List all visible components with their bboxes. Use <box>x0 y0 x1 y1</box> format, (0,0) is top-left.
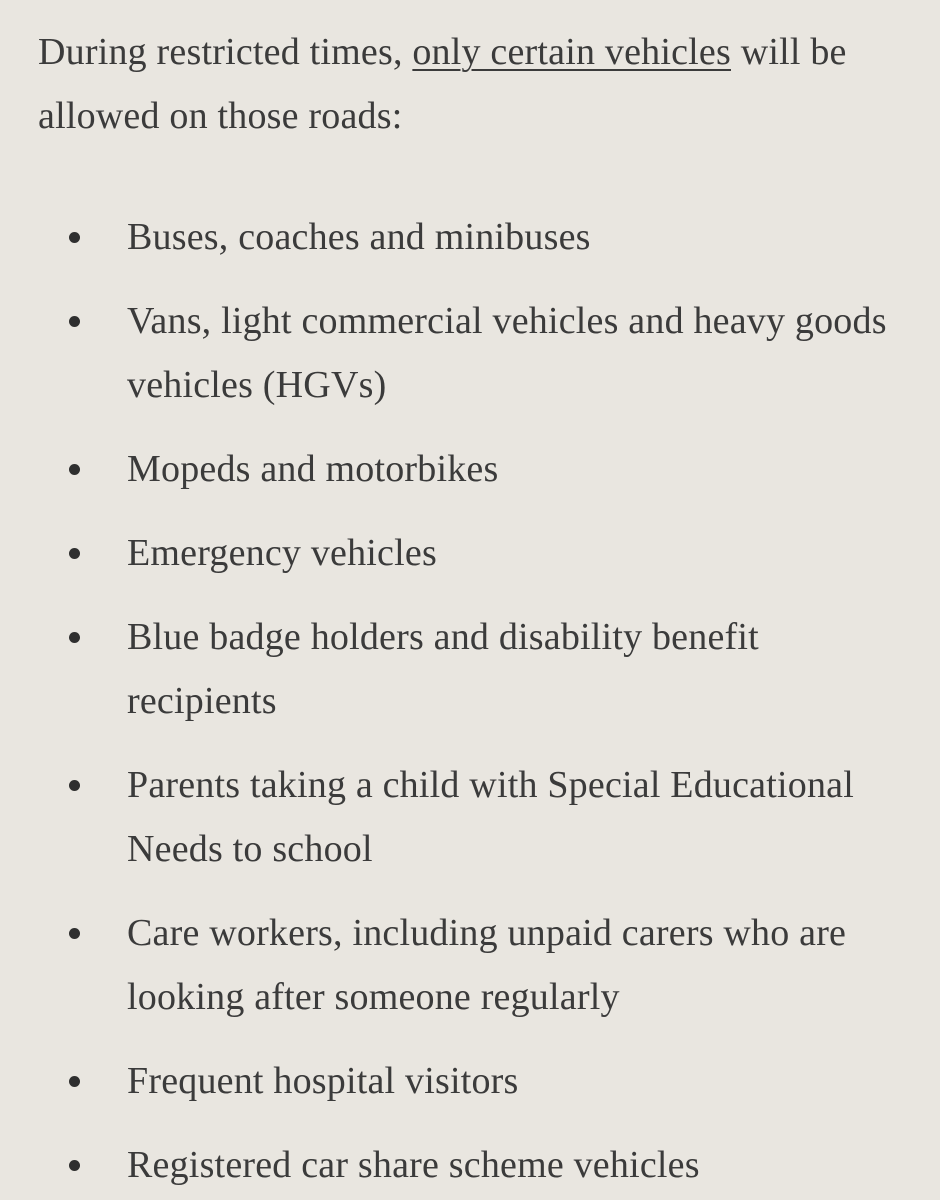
list-item-text: Blue badge holders and disability benefit recipients <box>127 616 759 722</box>
bullet-icon <box>69 632 80 643</box>
bullet-icon <box>69 780 80 791</box>
list-item <box>38 753 900 881</box>
bullet-icon <box>69 464 80 475</box>
list-item <box>38 605 900 733</box>
bullet-icon <box>69 548 80 559</box>
list-item <box>38 1133 900 1197</box>
bullet-icon <box>69 1076 80 1087</box>
list-item-text: Frequent hospital visitors <box>127 1060 519 1102</box>
list-item-text: Vans, light commercial vehicles and heavy goods vehicles (HGVs) <box>127 300 887 406</box>
bullet-icon <box>69 232 80 243</box>
list-item <box>38 289 900 417</box>
list-item <box>38 205 900 269</box>
bullet-icon <box>69 928 80 939</box>
list-item-text: Emergency vehicles <box>127 532 437 574</box>
allowed-vehicles-list <box>38 205 900 1197</box>
intro-paragraph <box>38 20 900 148</box>
list-item-text: Buses, coaches and minibuses <box>127 216 591 258</box>
list-item <box>38 1049 900 1113</box>
bullet-icon <box>69 316 80 327</box>
intro-text-start: During restricted times, <box>38 31 413 73</box>
list-item-text: Parents taking a child with Special Educational Needs to school <box>127 764 854 870</box>
list-item <box>38 521 900 585</box>
list-item-text: Registered car share scheme vehicles <box>127 1144 700 1186</box>
only-certain-vehicles-link[interactable]: only certain vehicles <box>412 31 731 73</box>
list-item-text: Care workers, including unpaid carers who are looking after someone regularly <box>127 912 847 1018</box>
list-item <box>38 437 900 501</box>
list-item-text: Mopeds and motorbikes <box>127 448 499 490</box>
intro-text-end: will be allowed on those roads: <box>38 31 847 137</box>
list-item <box>38 901 900 1029</box>
bullet-icon <box>69 1160 80 1171</box>
